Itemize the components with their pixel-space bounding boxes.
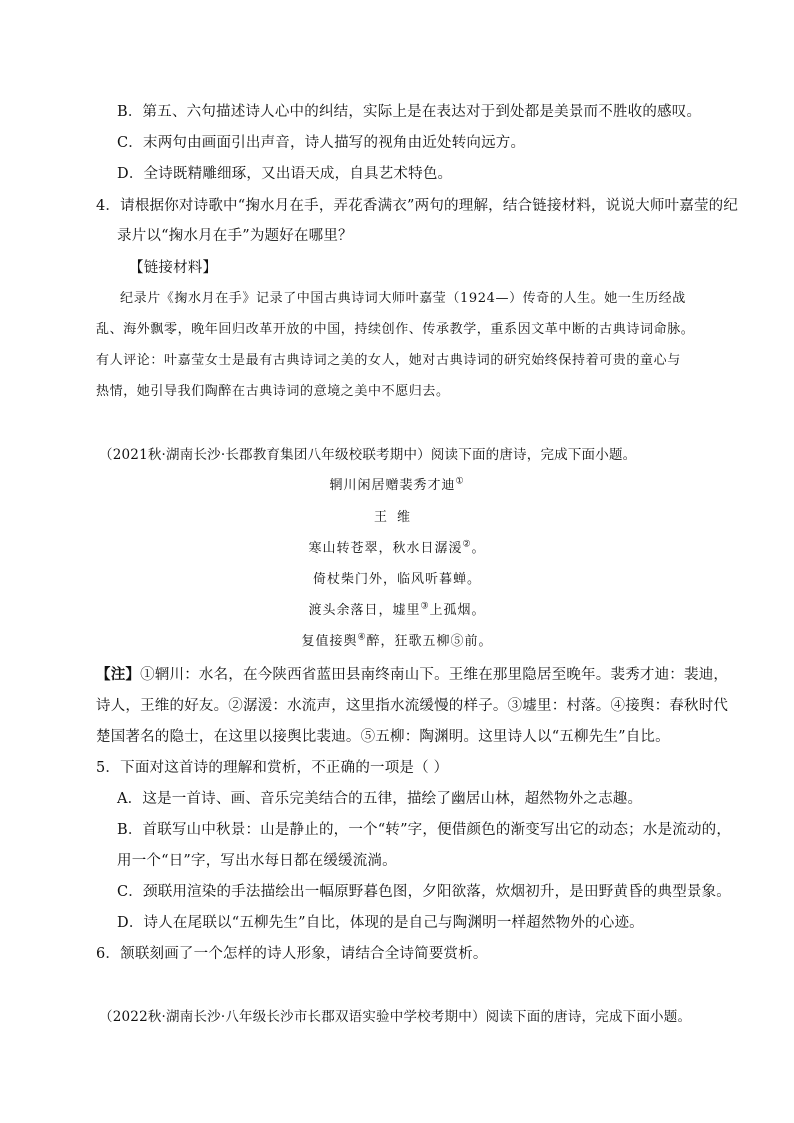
poem-line-1-note: ②	[462, 539, 472, 550]
poem-title-text: 辋川闲居赠裴秀才迪	[329, 478, 456, 493]
poem-title	[0, 476, 794, 496]
material-line-3: 有人评论：叶嘉莹女士是最有古典诗词之美的女人，她对古典诗词的研究始终保持着可贵的童心与	[96, 353, 681, 368]
q5-option-b: B．首联写山中秋景：山是静止的，一个“转”字，便借颜色的渐变写出它的动态；水是流动的，	[117, 822, 732, 838]
poem-line-2	[0, 570, 794, 590]
q5-option-a: A．这是一首诗、画、音乐完美结合的五律，描绘了幽居山林，超然物外之志趣。	[117, 791, 643, 807]
q3-option-d: D．全诗既精雕细琢，又出语天成，自具艺术特色。	[117, 166, 453, 182]
notes-line-3: 楚国著名的隐士，在这里以接舆比裴迪。⑤五柳：陶渊明。这里诗人以“五柳先生”自比。	[96, 729, 670, 745]
material-line-4: 热情，她引导我们陶醉在古典诗词的意境之美中不愿归去。	[96, 384, 450, 399]
q4-question-line1: 4．请根据你对诗歌中“掬水月在手，弄花香满衣”两句的理解，结合链接材料，说说大师叶嘉莹的纪	[96, 198, 739, 214]
q5-option-b-cont: 用一个“日”字，写出水每日都在缓缓流淌。	[117, 853, 397, 869]
notes-line-1	[96, 665, 728, 685]
q4-question-line2: 录片以“掬水月在手”为题好在哪里？	[117, 228, 353, 244]
poem-line-3-end: 上孤烟。	[429, 603, 486, 618]
q5-option-d: D．诗人在尾联以“五柳先生”自比，体现的是自己与陶渊明一样超然物外的心迹。	[117, 915, 644, 931]
q5-question: 5．下面对这首诗的理解和赏析，不正确的一项是（ ）	[96, 760, 449, 776]
poem-line-3-note: ③	[420, 601, 430, 612]
material-line-2: 乱、海外飘零，晚年回归改革开放的中国，持续创作、传承教学，重系因文革中断的古典诗词命脉。	[96, 322, 695, 337]
q6-question: 6．颔联刻画了一个怎样的诗人形象，请结合全诗简要赏析。	[96, 946, 488, 962]
poem-line-4-text: 复值接舆	[301, 634, 358, 649]
material-line-1: 纪录片《掬水月在手》记录了中国古典诗词大师叶嘉莹（1924—）传奇的人生。她一生历经战	[120, 291, 686, 306]
poem-line-4-note: ④	[357, 632, 367, 643]
poem-author: 王维	[373, 510, 420, 525]
notes-label: 【注】	[96, 666, 141, 683]
section2-source: （2021秋·湖南长沙·长郡教育集团八年级校联考期中）阅读下面的唐诗，完成下面小题。	[99, 447, 637, 463]
poem-line-1-end: 。	[471, 541, 486, 556]
link-material-title: 【链接材料】	[129, 260, 218, 276]
q3-option-c: C．末两句由画面引出声音，诗人描写的视角由近处转向远方。	[117, 135, 526, 151]
poem-line-2-text: 倚杖柴门外，临风听暮蝉。	[312, 572, 481, 587]
notes-text-1: ①辋川：水名，在今陕西省蓝田县南终南山下。王维在那里隐居至晚年。裴秀才迪：裴迪，	[140, 667, 729, 683]
q3-option-b: B．第五、六句描述诗人心中的纠结，实际上是在表达对于到处都是美景而不胜收的感叹。	[117, 104, 702, 120]
poem-line-3-text: 渡头余落日，墟里	[308, 603, 421, 618]
poem-title-note: ①	[455, 476, 465, 487]
notes-line-2: 诗人，王维的好友。②潺湲：水流声，这里指水流缓慢的样子。③墟里：村落。④接舆：春秋时代	[96, 698, 729, 714]
poem-line-1-text: 寒山转苍翠，秋水日潺湲	[308, 541, 463, 556]
q5-option-c: C．颈联用渲染的手法描绘出一幅原野暮色图，夕阳欲落，炊烟初升，是田野黄昏的典型景象。	[117, 884, 731, 900]
poem-line-4-end: 醉，狂歌五柳⑤前。	[366, 634, 493, 649]
section3-source: （2022秋·湖南长沙·八年级长沙市长郡双语实验中学校考期中）阅读下面的唐诗，完成下面小题。	[99, 1009, 692, 1025]
poem-line-1	[0, 539, 794, 559]
poem-line-3	[0, 601, 794, 621]
poem-line-4	[0, 632, 794, 652]
